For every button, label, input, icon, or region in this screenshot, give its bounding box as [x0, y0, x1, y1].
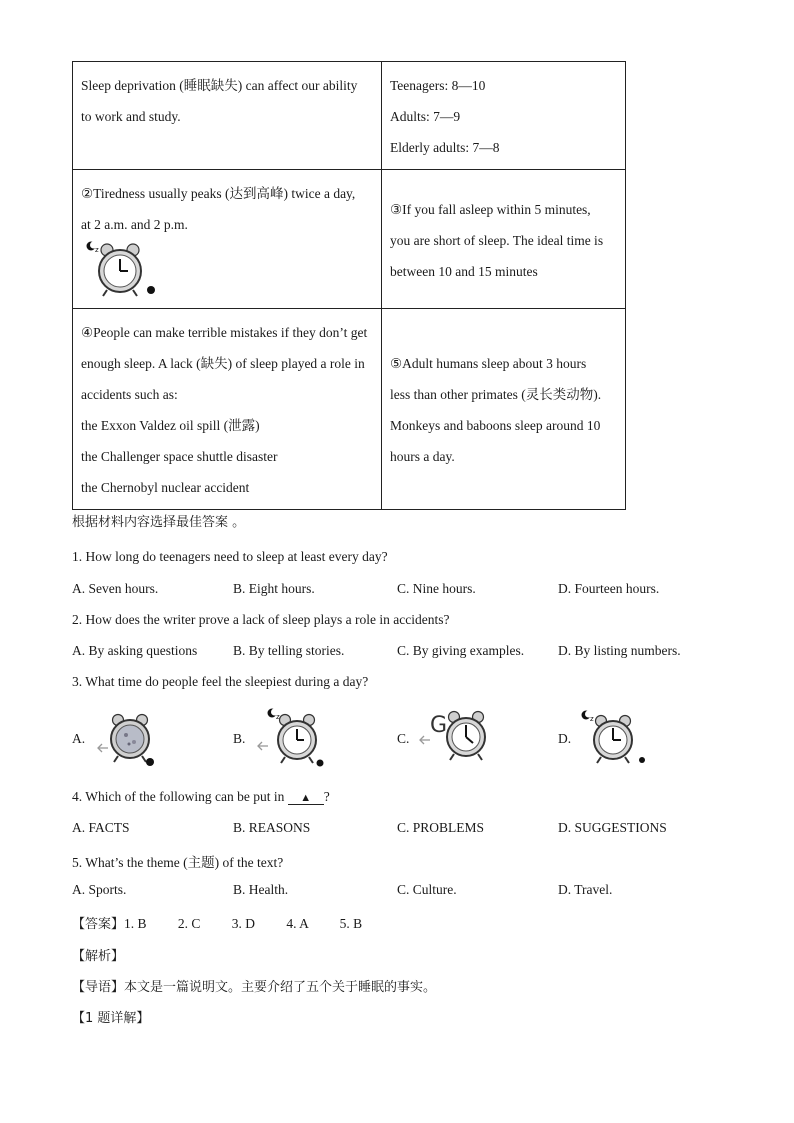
table-row	[73, 309, 626, 510]
option-d[interactable]: D. Travel.	[558, 882, 613, 897]
cell-line: Teenagers: 8—10	[390, 78, 486, 93]
guide-line	[72, 976, 436, 995]
option-d[interactable]: D. By listing numbers.	[558, 643, 681, 658]
option-d[interactable]: D.	[558, 731, 572, 746]
cell-line: Sleep deprivation (睡眠缺失) can affect our ability	[81, 78, 358, 93]
cell-line: hours a day.	[390, 449, 455, 464]
cell-fall-asleep	[382, 170, 626, 309]
svg-text:z: z	[276, 713, 280, 721]
alarm-clock-icon	[414, 706, 490, 772]
answer-item: 2. C	[177, 916, 201, 931]
answer-label: 【答案】	[72, 917, 125, 932]
cell-line: less than other primates (灵长类动物).	[390, 387, 602, 402]
option-a[interactable]: A.	[72, 731, 86, 746]
guide-text: 本文是一篇说明文。主要介绍了五个关于睡眠的事实。	[124, 980, 437, 995]
cell-line: the Chernobyl nuclear accident	[81, 480, 250, 495]
cell-line: the Exxon Valdez oil spill (泄露)	[81, 418, 260, 433]
option-a[interactable]: A. FACTS	[72, 820, 130, 835]
question-stem: 1. How long do teenagers need to sleep at least every day?	[72, 549, 388, 564]
question-stem	[72, 789, 330, 805]
answer-blank: ▲	[288, 792, 324, 805]
answer-line	[72, 913, 362, 932]
cell-line: ④People can make terrible mistakes if they don’t get	[81, 325, 368, 340]
cell-line: accidents such as:	[81, 387, 178, 402]
cell-tiredness-peaks	[73, 170, 382, 309]
cell-mistakes	[73, 309, 382, 510]
cell-line: Monkeys and baboons sleep around 10	[390, 418, 601, 433]
option-b[interactable]: B. By telling stories.	[233, 643, 345, 658]
cell-sleep-hours	[382, 62, 626, 170]
option-b[interactable]: B.	[233, 731, 246, 746]
facts-table	[72, 61, 626, 510]
stem-text: ?	[323, 789, 330, 804]
cell-line: ⑤Adult humans sleep about 3 hours	[390, 356, 587, 371]
cell-line: ③If you fall asleep within 5 minutes,	[390, 201, 591, 217]
cell-line: Elderly adults: 7—8	[390, 140, 500, 155]
cell-line: between 10 and 15 minutes	[390, 263, 538, 279]
option-c[interactable]: C.	[397, 731, 410, 746]
table-row	[73, 170, 626, 309]
answer-item: 3. D	[231, 916, 256, 931]
svg-text:z: z	[95, 246, 99, 254]
cell-line: to work and study.	[81, 109, 181, 124]
option-b[interactable]: B. REASONS	[233, 820, 311, 835]
detail-label: 【1 题详解】	[72, 1011, 150, 1026]
option-c[interactable]: C. Nine hours.	[397, 581, 476, 596]
option-c[interactable]: C. Culture.	[397, 882, 457, 897]
cell-sleep-deprivation	[73, 62, 382, 170]
svg-text:G: G	[430, 713, 448, 738]
cell-line: enough sleep. A lack (缺失) of sleep played a role in	[81, 356, 365, 371]
answer-item: 5. B	[339, 916, 363, 931]
alarm-clock-icon	[94, 712, 160, 774]
analysis-label: 【解析】	[72, 949, 125, 964]
option-b[interactable]: B. Health.	[233, 882, 289, 897]
alarm-clock-icon	[254, 706, 330, 776]
option-c[interactable]: C. PROBLEMS	[397, 820, 485, 835]
guide-label: 【导语】	[72, 980, 125, 995]
cell-line: you are short of sleep. The ideal time is	[390, 232, 604, 248]
alarm-clock-icon	[81, 240, 374, 302]
option-a[interactable]: A. Seven hours.	[72, 581, 159, 596]
cell-line: ②Tiredness usually peaks (达到高峰) twice a day,	[81, 186, 356, 201]
option-a[interactable]: A. By asking questions	[72, 643, 198, 658]
option-b[interactable]: B. Eight hours.	[233, 581, 315, 596]
answer-item: 1. B	[124, 916, 147, 931]
question-stem: 3. What time do people feel the sleepiest during a day?	[72, 674, 369, 689]
cell-line: Adults: 7—9	[390, 109, 461, 124]
cell-primates	[382, 309, 626, 510]
table-row	[73, 62, 626, 170]
option-d[interactable]: D. Fourteen hours.	[558, 581, 660, 596]
svg-text:z: z	[590, 715, 594, 723]
cell-line: the Challenger space shuttle disaster	[81, 449, 278, 464]
question-stem: 2. How does the writer prove a lack of sleep plays a role in accidents?	[72, 612, 450, 627]
stem-text: 4. Which of the following can be put in	[72, 789, 285, 804]
option-a[interactable]: A. Sports.	[72, 882, 127, 897]
option-d[interactable]: D. SUGGESTIONS	[558, 820, 667, 835]
cell-line: at 2 a.m. and 2 p.m.	[81, 217, 188, 232]
option-c[interactable]: C. By giving examples.	[397, 643, 525, 658]
alarm-clock-icon	[576, 708, 650, 772]
instruction: 根据材料内容选择最佳答案 。	[72, 515, 246, 530]
question-stem: 5. What’s the theme (主题) of the text?	[72, 855, 284, 870]
answer-item: 4. A	[286, 916, 309, 931]
